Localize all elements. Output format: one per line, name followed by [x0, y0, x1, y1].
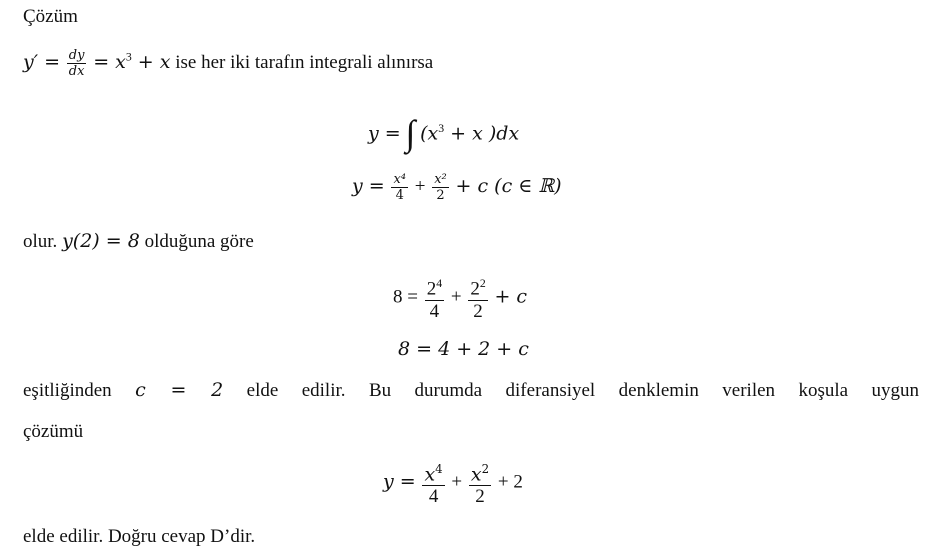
- sub-den-2: 2: [473, 301, 483, 323]
- conclusion-value: c = 2: [135, 379, 224, 401]
- antideriv-fraction-1: [391, 172, 408, 203]
- antideriv-lhs: y =: [352, 174, 385, 197]
- intro-derivative-fraction: [67, 48, 87, 79]
- final-num-1-exp: 4: [435, 462, 443, 476]
- solution-heading: [23, 6, 78, 28]
- intro-dy: dy: [68, 48, 85, 63]
- antideriv-fraction-2: [432, 172, 449, 203]
- final-equation: [383, 458, 523, 508]
- sub-num-2-exp: 2: [479, 277, 486, 290]
- olur-prefix: olur.: [23, 231, 58, 252]
- intro-line: [23, 48, 433, 79]
- integral-equation: [368, 114, 519, 156]
- simplified-equation: 8 = 4 + 2 + c: [398, 338, 529, 360]
- sub-rest: + c: [494, 285, 528, 308]
- final-den-2: 2: [475, 486, 485, 508]
- intro-rhs: = x: [93, 50, 126, 73]
- sub-num-1: [425, 273, 444, 301]
- intro-exponent: 3: [125, 50, 132, 64]
- substitution-equation: [393, 273, 527, 323]
- antideriv-rest: + c (c ∈ ℝ): [455, 174, 562, 197]
- final-rest: + 2: [497, 471, 523, 493]
- integral-lhs: y =: [368, 122, 401, 145]
- final-plus-1: +: [451, 471, 463, 493]
- final-num-1: [422, 458, 444, 486]
- integrand-open: (x: [420, 122, 439, 145]
- intro-rhs-rest: + x: [131, 50, 171, 73]
- sub-lhs: 8 =: [393, 286, 418, 308]
- intro-lhs: y′ =: [23, 50, 61, 73]
- olur-line: [23, 230, 254, 253]
- antideriv-den-1: 4: [395, 188, 404, 203]
- sub-plus-1: +: [450, 286, 462, 308]
- antideriv-num-1: x⁴: [393, 172, 406, 187]
- sub-den-1: 4: [429, 301, 440, 323]
- intro-text: ise her iki tarafın integrali alınırsa: [175, 51, 434, 73]
- sub-num-2-base: 2: [470, 278, 480, 300]
- final-den-1: 4: [428, 486, 439, 508]
- final-fraction-1: [422, 458, 444, 508]
- integrand-exponent: 3: [438, 122, 445, 136]
- antiderivative-equation: [352, 172, 562, 203]
- sub-fraction-2: [468, 273, 487, 323]
- final-num-2-base: x: [470, 463, 482, 486]
- antideriv-plus-1: +: [414, 175, 426, 197]
- sub-num-2: [468, 273, 487, 301]
- final-num-2: [469, 458, 491, 486]
- heading-text: Çözüm: [23, 6, 78, 27]
- antideriv-den-2: 2: [436, 188, 445, 203]
- final-lhs: y =: [383, 470, 416, 493]
- conclusion-rest: elde edilir. Bu durumda diferansiyel denklemin verilen koşula uygun: [246, 380, 920, 401]
- sub-fraction-1: [425, 273, 444, 323]
- antideriv-num-2: x²: [434, 172, 447, 187]
- integral-sign: ∫: [405, 113, 416, 153]
- conclusion-line-2: çözümü: [23, 421, 84, 442]
- final-num-2-exp: 2: [481, 462, 490, 476]
- intro-dx: dx: [68, 64, 85, 79]
- conclusion-line-1: [23, 379, 919, 402]
- integrand-rest: + x )dx: [444, 122, 520, 145]
- final-fraction-2: [469, 458, 491, 508]
- closing-line: elde edilir. Doğru cevap D’dir.: [23, 526, 256, 547]
- sub-num-1-exp: 4: [436, 277, 443, 290]
- olur-condition: y(2) = 8: [62, 230, 140, 252]
- conclusion-prefix: eşitliğinden: [23, 380, 112, 401]
- sub-num-1-base: 2: [426, 278, 437, 300]
- olur-suffix: olduğuna göre: [144, 231, 254, 252]
- final-num-1-base: x: [424, 463, 436, 486]
